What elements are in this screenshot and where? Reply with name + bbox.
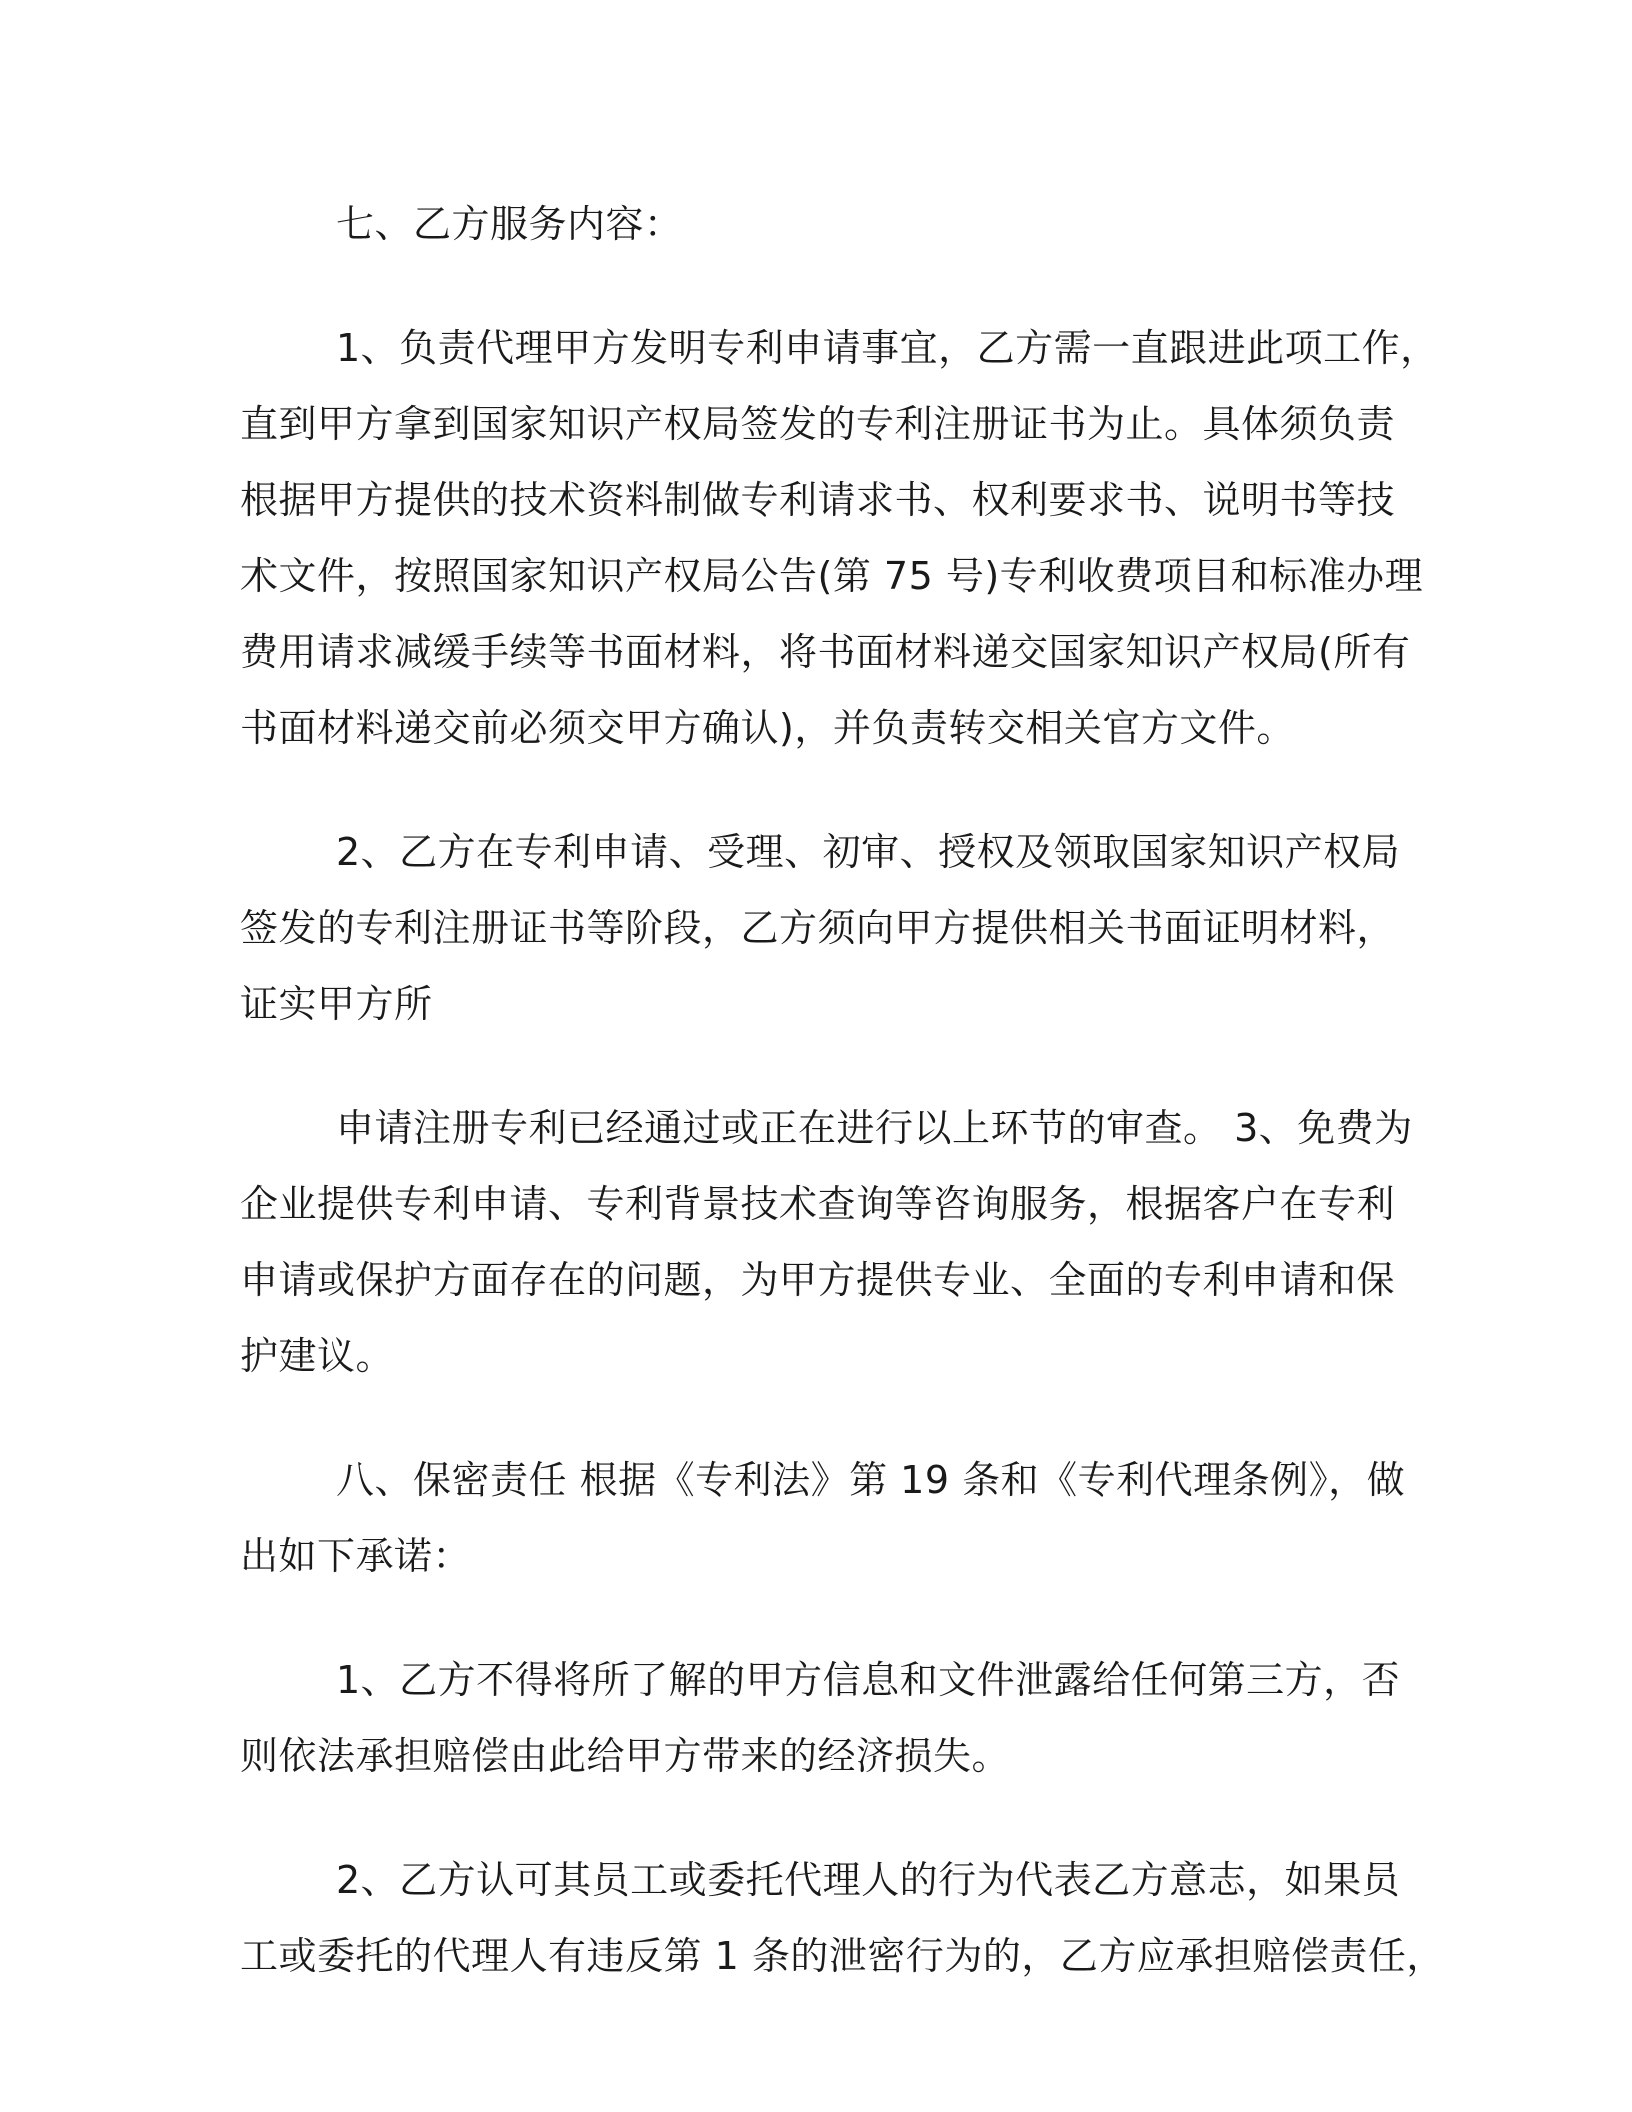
section-7-heading xyxy=(240,186,1390,262)
document-body xyxy=(240,186,1445,2042)
text-line: 术文件，按照国家知识产权局公告(第 75 号)专利收费项目和标准办理 xyxy=(240,554,1424,598)
text-line: 八、保密责任 根据《专利法》第 19 条和《专利代理条例》，做 xyxy=(336,1458,1406,1502)
text-line: 证实甲方所 xyxy=(240,982,433,1026)
section-7-item-1 xyxy=(240,310,1439,766)
text-line: 申请或保护方面存在的问题，为甲方提供专业、全面的专利申请和保 xyxy=(240,1258,1396,1302)
text-line: 1、负责代理甲方发明专利申请事宜，乙方需一直跟进此项工作， xyxy=(336,326,1439,370)
section-7-item-3 xyxy=(240,1090,1413,1394)
text-line: 工或委托的代理人有违反第 1 条的泄密行为的，乙方应承担赔偿责任， xyxy=(240,1934,1445,1978)
text-line: 2、乙方在专利申请、受理、初审、授权及领取国家知识产权局 xyxy=(336,830,1401,874)
text-line: 2、乙方认可其员工或委托代理人的行为代表乙方意志，如果员 xyxy=(336,1858,1401,1902)
text-line: 护建议。 xyxy=(240,1334,395,1378)
text-line: 根据甲方提供的技术资料制做专利请求书、权利要求书、说明书等技 xyxy=(240,478,1396,522)
text-line: 1、乙方不得将所了解的甲方信息和文件泄露给任何第三方，否 xyxy=(336,1658,1401,1702)
section-8-heading xyxy=(240,1442,1406,1594)
text-line: 签发的专利注册证书等阶段，乙方须向甲方提供相关书面证明材料， xyxy=(240,906,1396,950)
text-line: 申请注册专利已经通过或正在进行以上环节的审查。 3、免费为 xyxy=(336,1106,1413,1150)
section-7-item-2 xyxy=(240,814,1401,1042)
text-line: 企业提供专利申请、专利背景技术查询等咨询服务，根据客户在专利 xyxy=(240,1182,1396,1226)
text-line: 费用请求减缓手续等书面材料，将书面材料递交国家知识产权局(所有 xyxy=(240,630,1411,674)
text-line: 书面材料递交前必须交甲方确认)，并负责转交相关官方文件。 xyxy=(240,706,1295,750)
text-line: 则依法承担赔偿由此给甲方带来的经济损失。 xyxy=(240,1734,1011,1778)
text-line: 直到甲方拿到国家知识产权局签发的专利注册证书为止。具体须负责 xyxy=(240,402,1396,446)
section-7-heading-text: 七、乙方服务内容： xyxy=(336,202,683,246)
section-8-item-2 xyxy=(240,1842,1445,1994)
text-line: 出如下承诺： xyxy=(240,1534,472,1578)
section-8-item-1 xyxy=(240,1642,1401,1794)
